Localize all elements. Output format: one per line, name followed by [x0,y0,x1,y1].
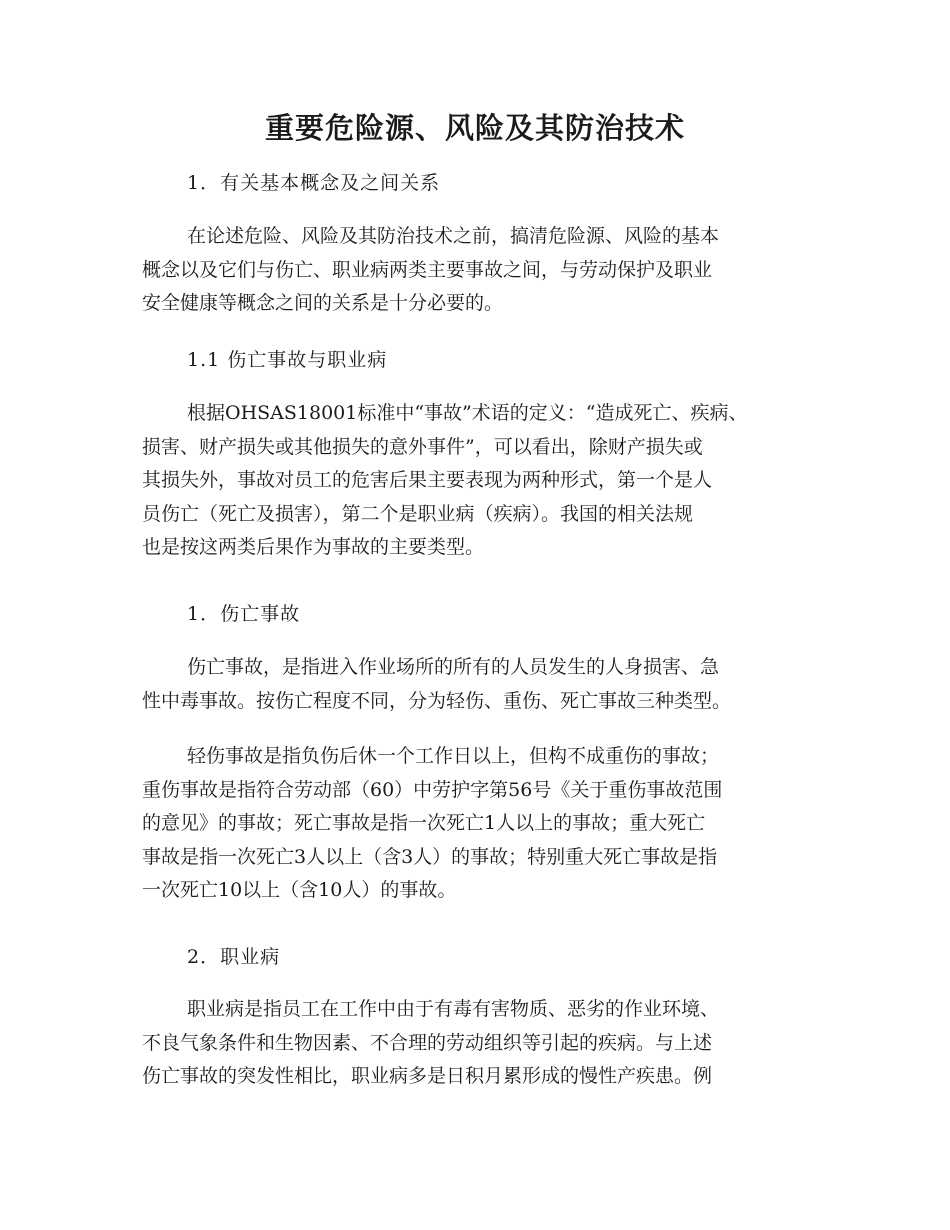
paragraph-line: 轻伤事故是指负伤后休一个工作日以上，但构不成重伤的事故； [187,745,720,767]
paragraph-1 [142,220,822,321]
paragraph-line: 伤亡事故的突发性相比，职业病多是日积月累形成的慢性产疾患。例 [142,1065,713,1087]
paragraph-line: 在论述危险、风险及其防治技术之前，搞清危险源、风险的基本 [187,225,720,247]
paragraph-line: 根据OHSAS18001标准中“事故”术语的定义：“造成死亡、疾病、 [187,402,748,424]
paragraph-line: 一次死亡10以上（含10人）的事故。 [142,879,457,901]
paragraph-4 [142,740,822,908]
paragraph-line: 损害、财产损失或其他损失的意外事件”，可以看出，除财产损失或 [142,435,703,458]
paragraph-line: 的意见》的事故；死亡事故是指一次死亡1人以上的事故；重大死亡 [142,812,706,834]
paragraph-3 [142,651,822,718]
paragraph-line: 其损失外，事故对员工的危害后果主要表现为两种形式，第一个是人 [142,469,713,491]
paragraph-line: 性中毒事故。按伤亡程度不同，分为轻伤、重伤、死亡事故三种类型。 [142,689,732,712]
section-heading-occupational-disease: 2．职业病 [187,946,281,968]
section-heading-1: 1．有关基本概念及之间关系 [187,172,441,194]
paragraph-line: 伤亡事故，是指进入作业场所的所有的人员发生的人身损害、急 [187,656,720,678]
section-heading-injury: 1．伤亡事故 [187,603,301,625]
section-heading-1-1: 1.1 伤亡事故与职业病 [187,349,388,371]
paragraph-2 [142,397,822,565]
paragraph-line: 也是按这两类后果作为事故的主要类型。 [142,536,485,558]
paragraph-line: 员伤亡（死亡及损害），第二个是职业病（疾病）。我国的相关法规 [142,502,694,525]
paragraph-line: 概念以及它们与伤亡、职业病两类主要事故之间，与劳动保护及职业 [142,258,713,281]
paragraph-5 [142,993,822,1094]
paragraph-line: 不良气象条件和生物因素、不合理的劳动组织等引起的疾病。与上述 [142,1031,713,1054]
document-title: 重要危险源、风险及其防治技术 [264,111,685,145]
paragraph-line: 重伤事故是指符合劳动部（60）中劳护字第56号《关于重伤事故范围 [142,778,723,801]
paragraph-line: 事故是指一次死亡3人以上（含3人）的事故；特别重大死亡事故是指 [142,845,718,868]
paragraph-line: 职业病是指员工在工作中由于有毒有害物质、恶劣的作业环境、 [187,998,720,1020]
paragraph-line: 安全健康等概念之间的关系是十分必要的。 [142,292,504,314]
